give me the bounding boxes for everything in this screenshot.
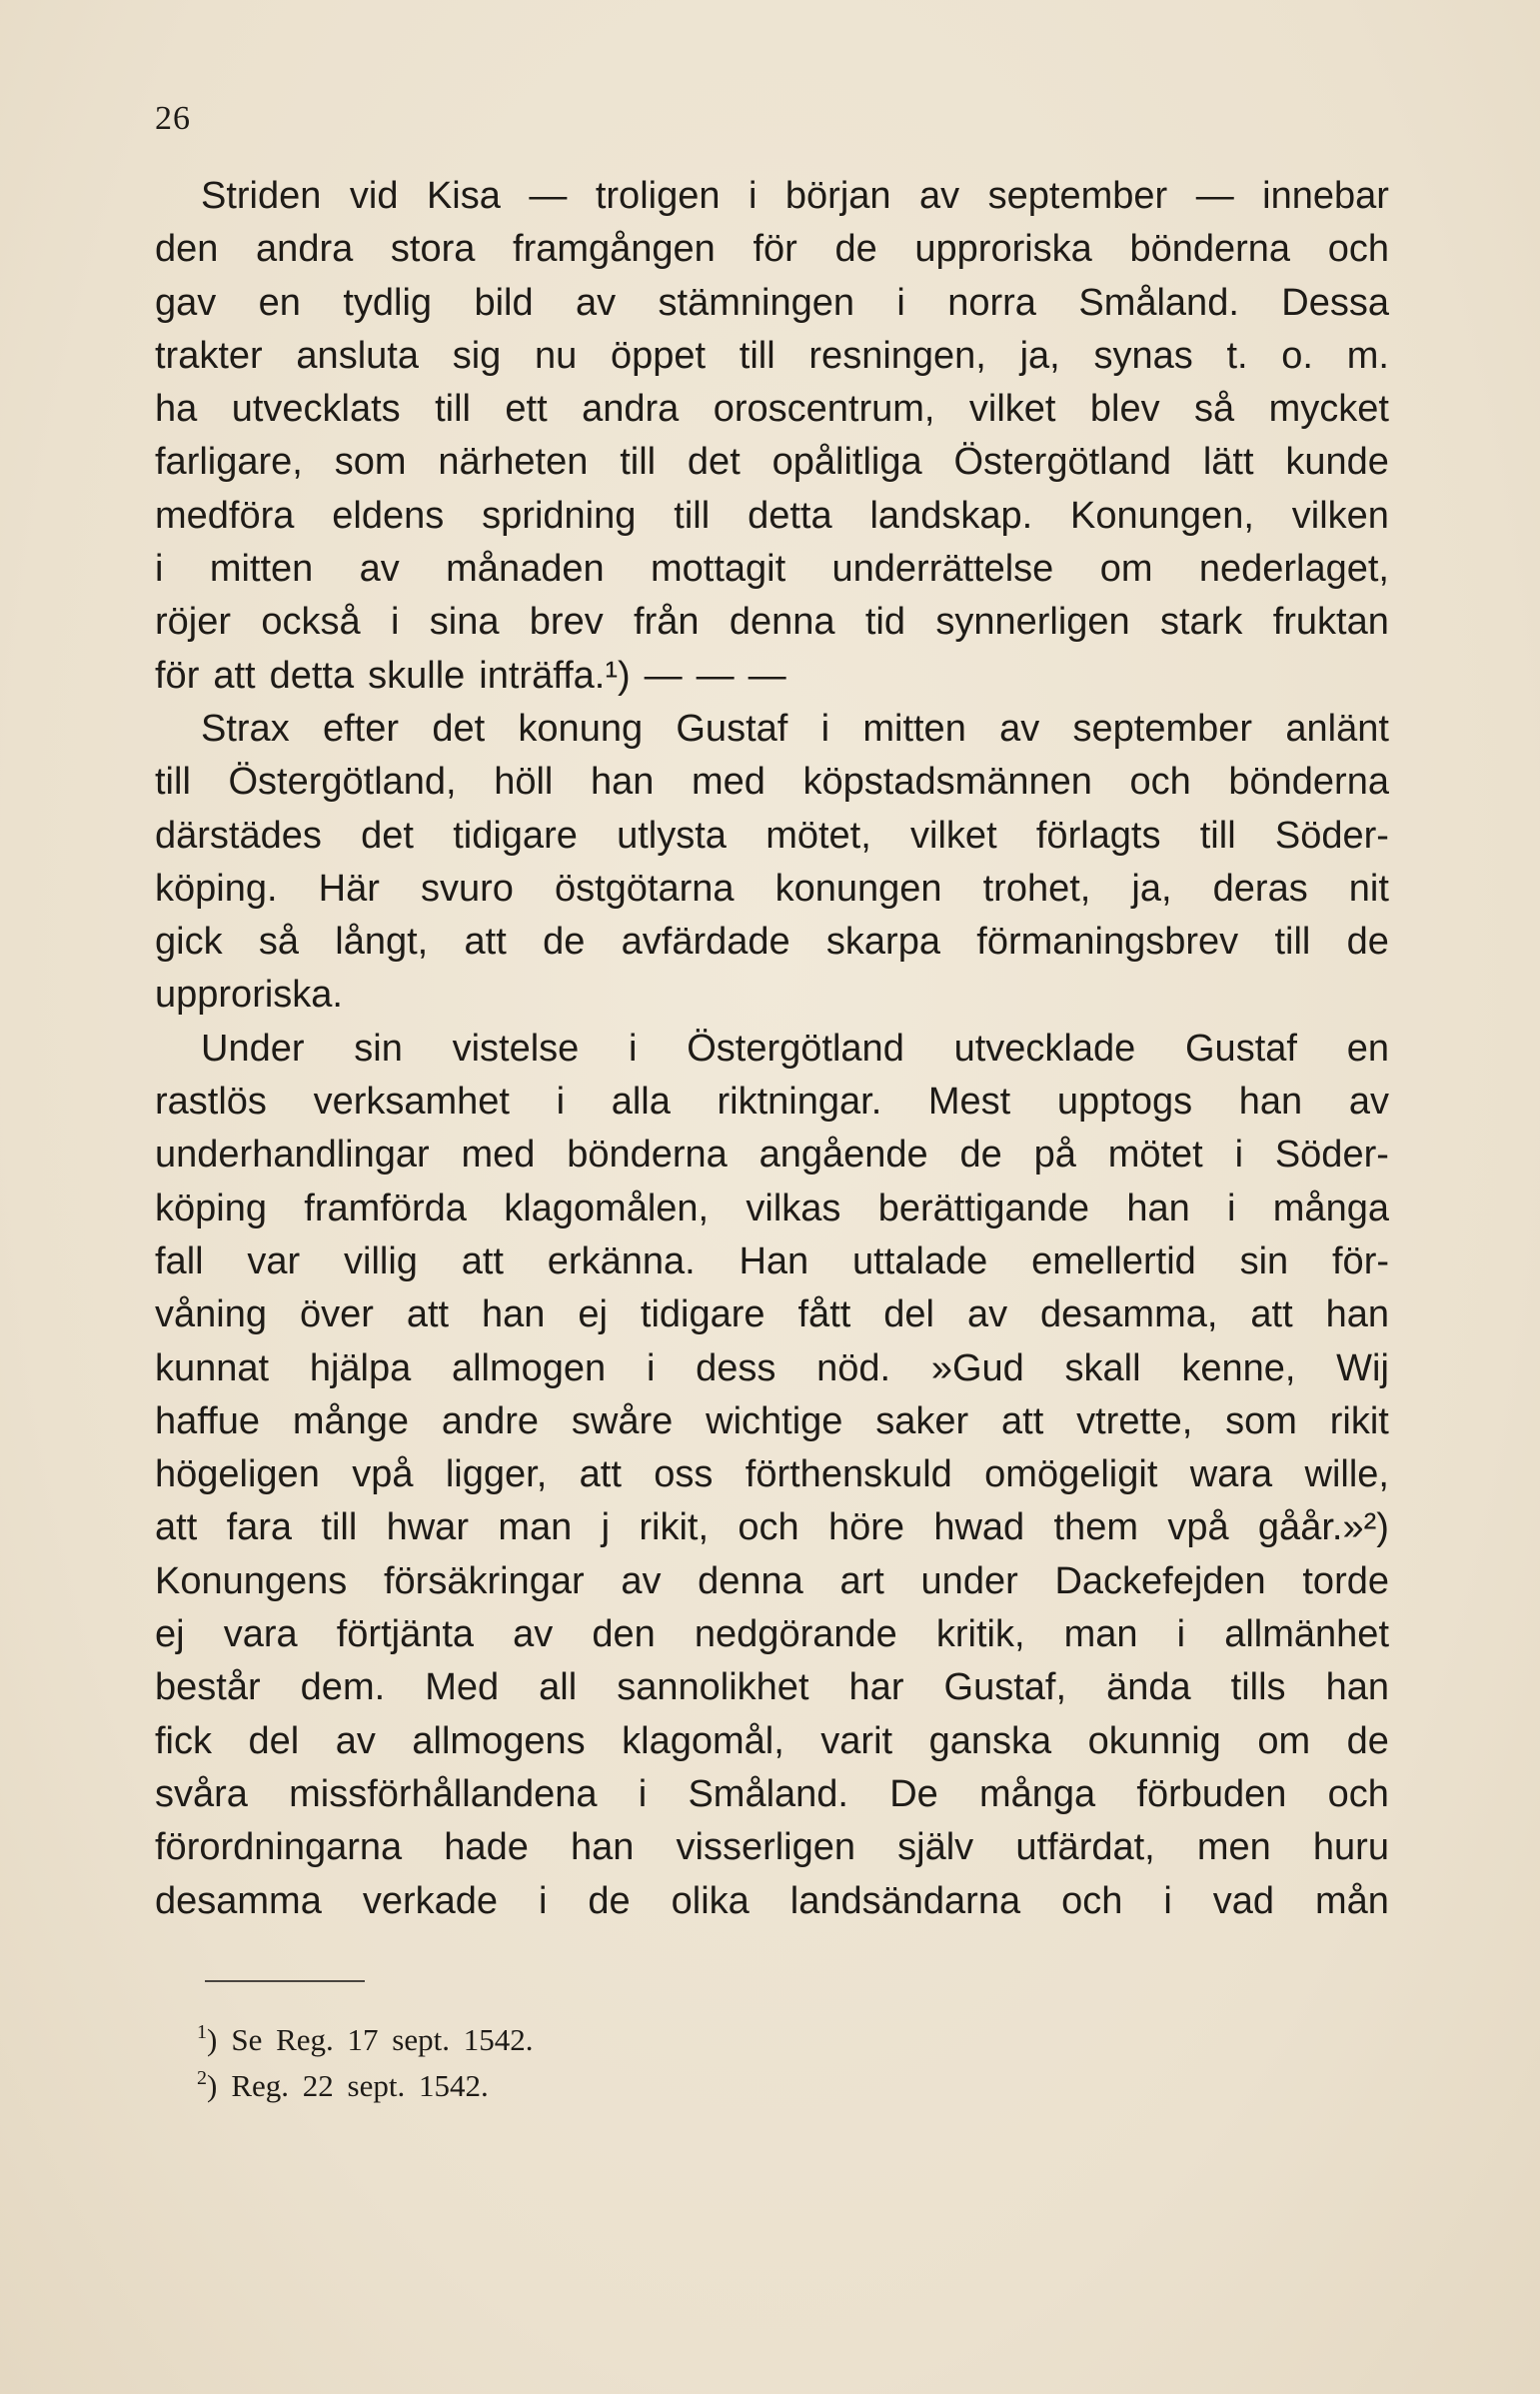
text-line: våning över att han ej tidigare fått del av desamma, att han (155, 1293, 1389, 1336)
text-line: underhandlingar med bönderna angående de på mötet i Söder- (155, 1134, 1389, 1177)
text-line: därstädes det tidigare utlysta mötet, vilket förlagts till Söder- (155, 814, 1389, 857)
text-line: i mitten av månaden mottagit underrättelse om nederlaget, (155, 548, 1389, 591)
footnote-mark: 2 (197, 2067, 207, 2089)
text-line: Konungens försäkringar av denna art under Dackefejden torde (155, 1559, 1389, 1602)
text-line: kunnat hjälpa allmogen i dess nöd. »Gud skall kenne, Wij (155, 1346, 1389, 1389)
footnote-divider (205, 1980, 365, 1982)
body-text (155, 170, 1389, 1928)
text-line: upproriska. (155, 974, 343, 1017)
footnote-1: $^1$) Se Reg. 17 sept. 1542. (197, 2021, 534, 2057)
text-line: att fara till hwar man j rikit, och höre hwad them vpå gåår.»²) (155, 1506, 1389, 1549)
text-line: för att detta skulle inträffa.¹) — — — (155, 654, 786, 697)
text-line: förordningarna hade han visserligen själv utfärdat, men huru (155, 1826, 1389, 1869)
footnote-text: Reg. 22 sept. 1542. (231, 2068, 489, 2103)
text-line: Striden vid Kisa — troligen i början av september — innebar (201, 175, 1389, 217)
text-line: desamma verkade i de olika landsändarna och i vad mån (155, 1879, 1389, 1922)
footnote-2: $^2$) Reg. 22 sept. 1542. (197, 2067, 489, 2103)
text-line: ha utvecklats till ett andra oroscentrum, vilket blev så mycket (155, 388, 1389, 431)
text-line: rastlös verksamhet i alla riktningar. Mest upptogs han av (155, 1081, 1389, 1124)
text-line: Strax efter det konung Gustaf i mitten av september anlänt (201, 707, 1389, 750)
text-line: högeligen vpå ligger, att oss förthenskuld omögeligit wara wille, (155, 1453, 1389, 1496)
text-line: farligare, som närheten till det opålitliga Östergötland lätt kunde (155, 441, 1389, 484)
text-line: köping. Här svuro östgötarna konungen trohet, ja, deras nit (155, 867, 1389, 910)
footnotes (197, 2009, 533, 2101)
text-line: ej vara förtjänta av den nedgörande kritik, man i allmänhet (155, 1613, 1389, 1656)
footnote-mark: 1 (197, 2021, 207, 2043)
text-line: köping framförda klagomålen, vilkas berättigande han i många (155, 1187, 1389, 1229)
text-line: består dem. Med all sannolikhet har Gustaf, ända tills han (155, 1666, 1389, 1709)
text-line: haffue månge andre swåre wichtige saker att vtrette, som rikit (155, 1399, 1389, 1442)
footnote-text: Se Reg. 17 sept. 1542. (231, 2022, 534, 2057)
text-line: trakter ansluta sig nu öppet till resningen, ja, synas t. o. m. (155, 334, 1389, 377)
text-line: fick del av allmogens klagomål, varit ganska okunnig om de (155, 1719, 1389, 1762)
text-line: svåra missförhållandena i Småland. De många förbuden och (155, 1772, 1389, 1815)
text-line: medföra eldens spridning till detta landskap. Konungen, vilken (155, 494, 1389, 537)
text-line: röjer också i sina brev från denna tid synnerligen stark fruktan (155, 601, 1389, 644)
text-line: till Östergötland, höll han med köpstadsmännen och bönderna (155, 761, 1389, 804)
text-line: fall var villig att erkänna. Han uttalade emellertid sin för- (155, 1239, 1389, 1282)
text-line: gav en tydlig bild av stämningen i norra Småland. Dessa (155, 281, 1389, 324)
page-number: 26 (155, 100, 191, 137)
text-line: Under sin vistelse i Östergötland utvecklade Gustaf en (201, 1027, 1389, 1070)
text-line: gick så långt, att de avfärdade skarpa förmaningsbrev till de (155, 921, 1389, 964)
text-line: den andra stora framgången för de upproriska bönderna och (155, 228, 1389, 271)
